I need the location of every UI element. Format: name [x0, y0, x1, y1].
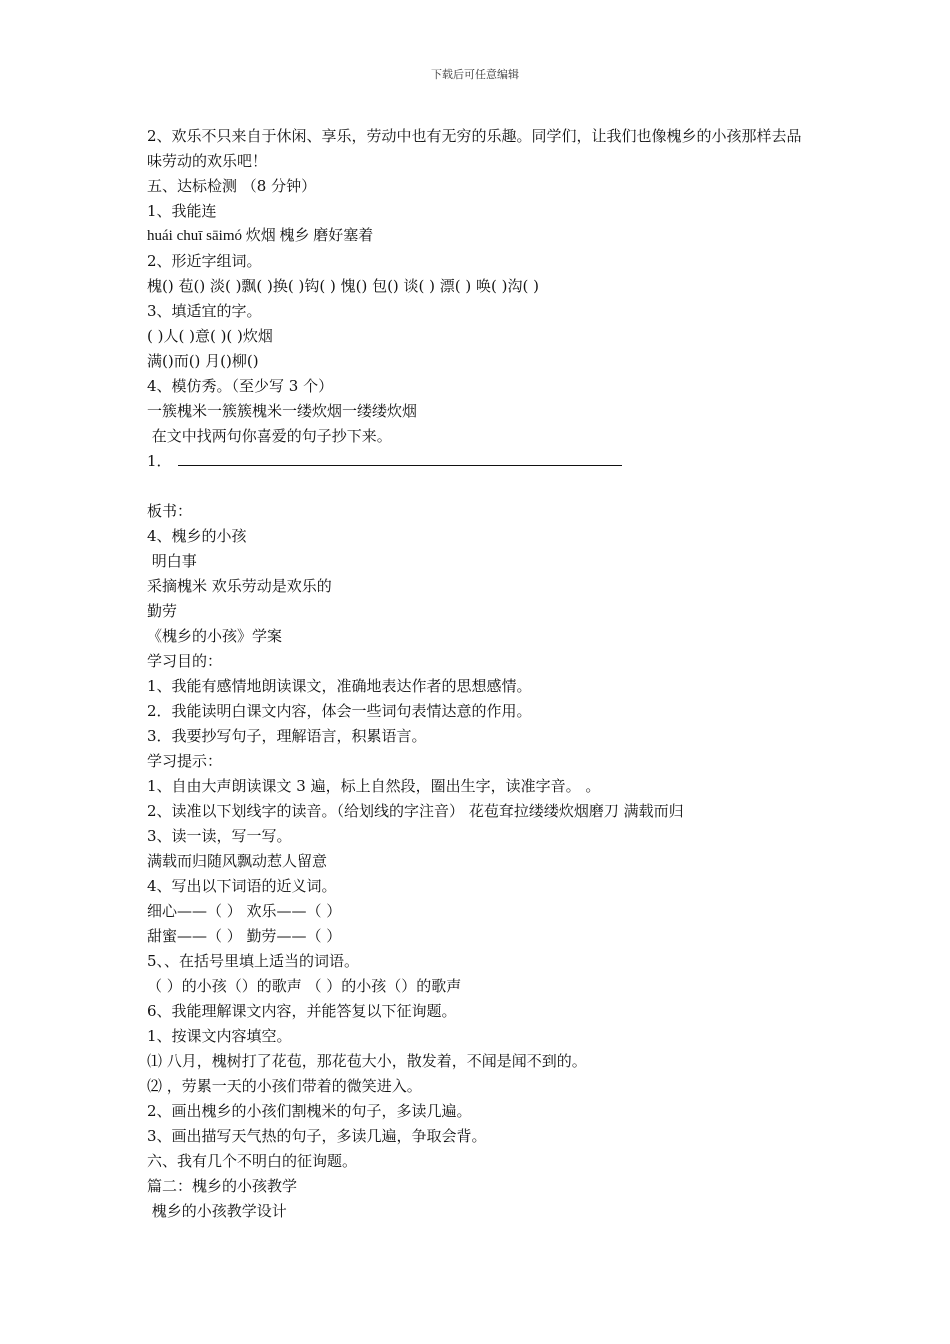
exercise-fill-chars-title: 3、填适宜的字。: [147, 302, 262, 320]
spacer: [147, 474, 812, 499]
study-tip-3: 3、读一读，写一写。: [147, 827, 292, 845]
answer-line-1: [147, 449, 812, 474]
blackboard-line-2: 采摘槐米 欢乐劳动是欢乐的: [147, 577, 332, 595]
study-tip-5: 5、、在括号里填上适当的词语。: [147, 952, 360, 970]
fill-words-row: （ ）的小孩（）的歌声 （ ）的小孩（）的歌声: [147, 977, 462, 995]
exercise-imitation-title: 4、模仿秀。（至少写 3 个）: [147, 377, 334, 395]
paragraph-conclusion: 2、欢乐不只来自于休闲、享乐，劳动中也有无穷的乐趣。同学们，让我们也像槐乡的小孩那样去品味劳动的欢乐吧！: [147, 127, 802, 170]
study-goals-heading: 学习目的：: [147, 652, 223, 670]
question-1: 1、按课文内容填空。: [147, 1027, 292, 1045]
question-1-part-2: ⑵ ，劳累一天的小孩们带着的微笑进入。: [147, 1077, 422, 1095]
study-tip-1: 1、自由大声朗读课文 3 遍，标上自然段，圈出生字，读准字音。 。: [147, 777, 601, 795]
exercise-matching-items: huái chuī sāimó 炊烟 槐乡 磨好塞着: [147, 228, 374, 244]
study-goal-3: 3．我要抄写句子，理解语言，积累语言。: [147, 727, 427, 745]
answer-line-number: 1．: [147, 452, 172, 470]
section-heading-questions: 六、我有几个不明白的征询题。: [147, 1152, 358, 1170]
blackboard-line-3: 勤劳: [147, 602, 178, 620]
exercise-similar-chars-title: 2、形近字组词。: [147, 252, 262, 270]
question-3: 3、画出描写天气热的句子，多读几遍，争取会背。: [147, 1127, 487, 1145]
exercise-fill-chars-item-2: 满()而() 月()柳(): [147, 352, 259, 370]
page-header-note: 下载后可任意编辑: [431, 68, 519, 81]
study-tip-4: 4、写出以下词语的近义词。: [147, 877, 337, 895]
study-tip-3-words: 满载而归随风飘动惹人留意: [147, 852, 328, 870]
study-tips-heading: 学习提示：: [147, 752, 223, 770]
teaching-design-title: 槐乡的小孩教学设计: [147, 1202, 287, 1220]
exercise-imitation-example: 一簇槐米一簇簇槐米一缕炊烟一缕缕炊烟: [147, 402, 418, 420]
blackboard-heading: 板书：: [147, 502, 193, 520]
part-two-heading: 篇二：槐乡的小孩教学: [147, 1177, 298, 1195]
study-plan-title: 《槐乡的小孩》学案: [147, 627, 283, 645]
synonym-row-1: 细心——（ ） 欢乐——（ ）: [147, 902, 342, 920]
study-goal-2: 2．我能读明白课文内容，体会一些词句表情达意的作用。: [147, 702, 532, 720]
study-tip-2: 2、读准以下划线字的读音。（给划线的字注音） 花苞耷拉缕缕炊烟磨刀 满载而归: [147, 802, 684, 820]
blackboard-line-1: 明白事: [147, 552, 197, 570]
question-2: 2、画出槐乡的小孩们割槐米的句子，多读几遍。: [147, 1102, 472, 1120]
question-1-part-1: ⑴ 八月，槐树打了花苞，那花苞大小，散发着，不闻是闻不到的。: [147, 1052, 587, 1070]
blackboard-title: 4、槐乡的小孩: [147, 527, 247, 545]
exercise-similar-chars-items: 槐() 苞() 淡( )飘( )换( )钩( ) 愧() 包() 谈( ) 漂( ) 唤( )沟( ): [147, 277, 539, 295]
document-body: [147, 124, 812, 1224]
synonym-row-2: 甜蜜——（ ） 勤劳——（ ）: [147, 927, 342, 945]
exercise-copy-sentences: 在文中找两句你喜爱的句子抄下来。: [147, 427, 392, 445]
study-tip-6: 6、我能理解课文内容，并能答复以下征询题。: [147, 1002, 457, 1020]
exercise-matching-title: 1、我能连: [147, 202, 217, 220]
study-goal-1: 1、我能有感情地朗读课文，准确地表达作者的思想感情。: [147, 677, 532, 695]
exercise-fill-chars-item-1: ( )人( )意( )( )炊烟: [147, 327, 273, 345]
answer-blank: [178, 449, 622, 466]
section-heading-assessment: 五、达标检测 （8 分钟）: [147, 177, 317, 195]
